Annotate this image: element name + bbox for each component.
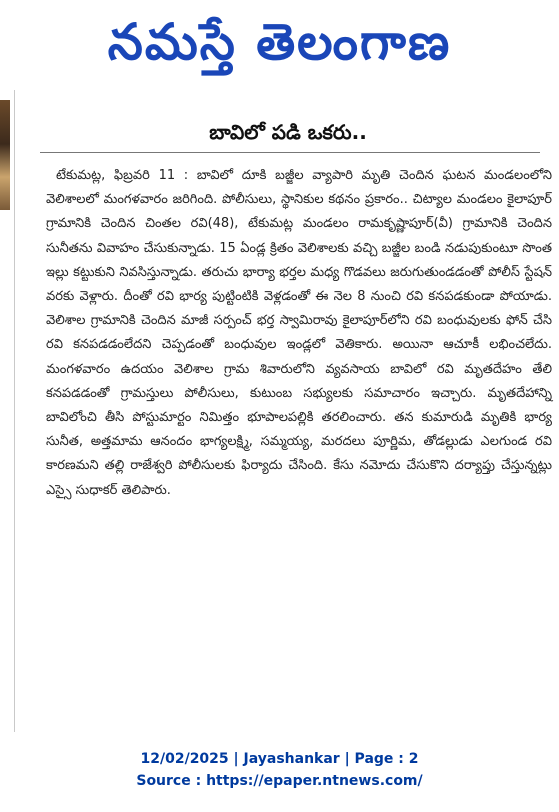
footer-source: Source : https://epaper.ntnews.com/ <box>136 773 423 789</box>
clipping-footer <box>0 748 559 792</box>
masthead <box>0 0 559 84</box>
headline-divider <box>40 152 540 153</box>
article-body: టేకుమట్ల, ఫిబ్రవరి 11 : బావిలో దూకి బజ్జీల వ్యాపారి మృతి చెందిన ఘటన మండలంలోని వెలిశాలలో మంగళవారం జరిగింది. పోలీసులు, స్థానికుల కథనం ప్రకారం.. చిట్యాల మండలం కైలాపూర్ గ్రామానికి చెందిన చింతల రవి(48), టేకుమట్ల మండలం రామకృష్ణాపూర్(వీ) గ్రామానికి చెందిన సునీతను వివాహం చేసుకున్నాడు. 15 ఏండ్ల క్రితం వెలిశాలకు వచ్చి బజ్జీల బండి నడుపుకుంటూ సొంత ఇల్లు కట్టుకుని నివసిస్తున్నాడు. తరుచు భార్యా భర్తల మధ్య గొడవలు జరుగుతుండడంతో పోలీస్ స్టేషన్ వరకు వెళ్లారు. దీంతో రవి భార్య పుట్టింటికి వెళ్లడంతో ఈ నెల 8 నుంచి రవి కనపడకుండా పోయాడు. వెలిశాల గ్రామానికి చెందిన మాజీ సర్పంచ్ భర్త స్వామిరావు కైలాపూర్‌లోని రవి బంధువులకు ఫోన్ చేసి రవి కనపడడంలేదని చెప్పడంతో బంధువుల ఇండ్లలో వెతికారు. అయినా ఆచూకీ లభించలేదు. మంగళవారం ఉదయం వెలిశాల గ్రామ శివారులోని వ్యవసాయ బావిలో రవి మృతదేహం తేలి కనపడడంతో గ్రామస్తులు పోలీసులు, కుటుంబ సభ్యులకు సమాచారం ఇచ్చారు. మృతదేహాన్ని బావిలోంచి తీసి పోస్టుమార్టం నిమిత్తం భూపాలపల్లికి తరలించారు. తన కుమారుడి మృతికి భార్య సునీత, అత్తమామ ఆనందం భాగ్యలక్ష్మి, సమ్మయ్య, మరదలు పూర్ణిమ, తోడల్లుడు ఎలగుండ రవి కారణమని తల్లి రాజేశ్వరి పోలీసులకు ఫిర్యాదు చేసింది. కేసు నమోదు చేసుకొని దర్యాప్తు చేస్తున్నట్లు ఎస్సై సుధాకర్ తెలిపారు. <box>46 168 552 498</box>
newspaper-title: నమస్తే తెలంగాణ <box>107 13 452 71</box>
news-clipping <box>0 90 556 732</box>
article-headline: బావిలో పడి ఒకరు.. <box>209 120 367 144</box>
adjacent-photo-fragment <box>0 100 10 210</box>
footer-meta: 12/02/2025 | Jayashankar | Page : 2 <box>140 751 419 767</box>
adjacent-column-edge <box>0 90 15 732</box>
